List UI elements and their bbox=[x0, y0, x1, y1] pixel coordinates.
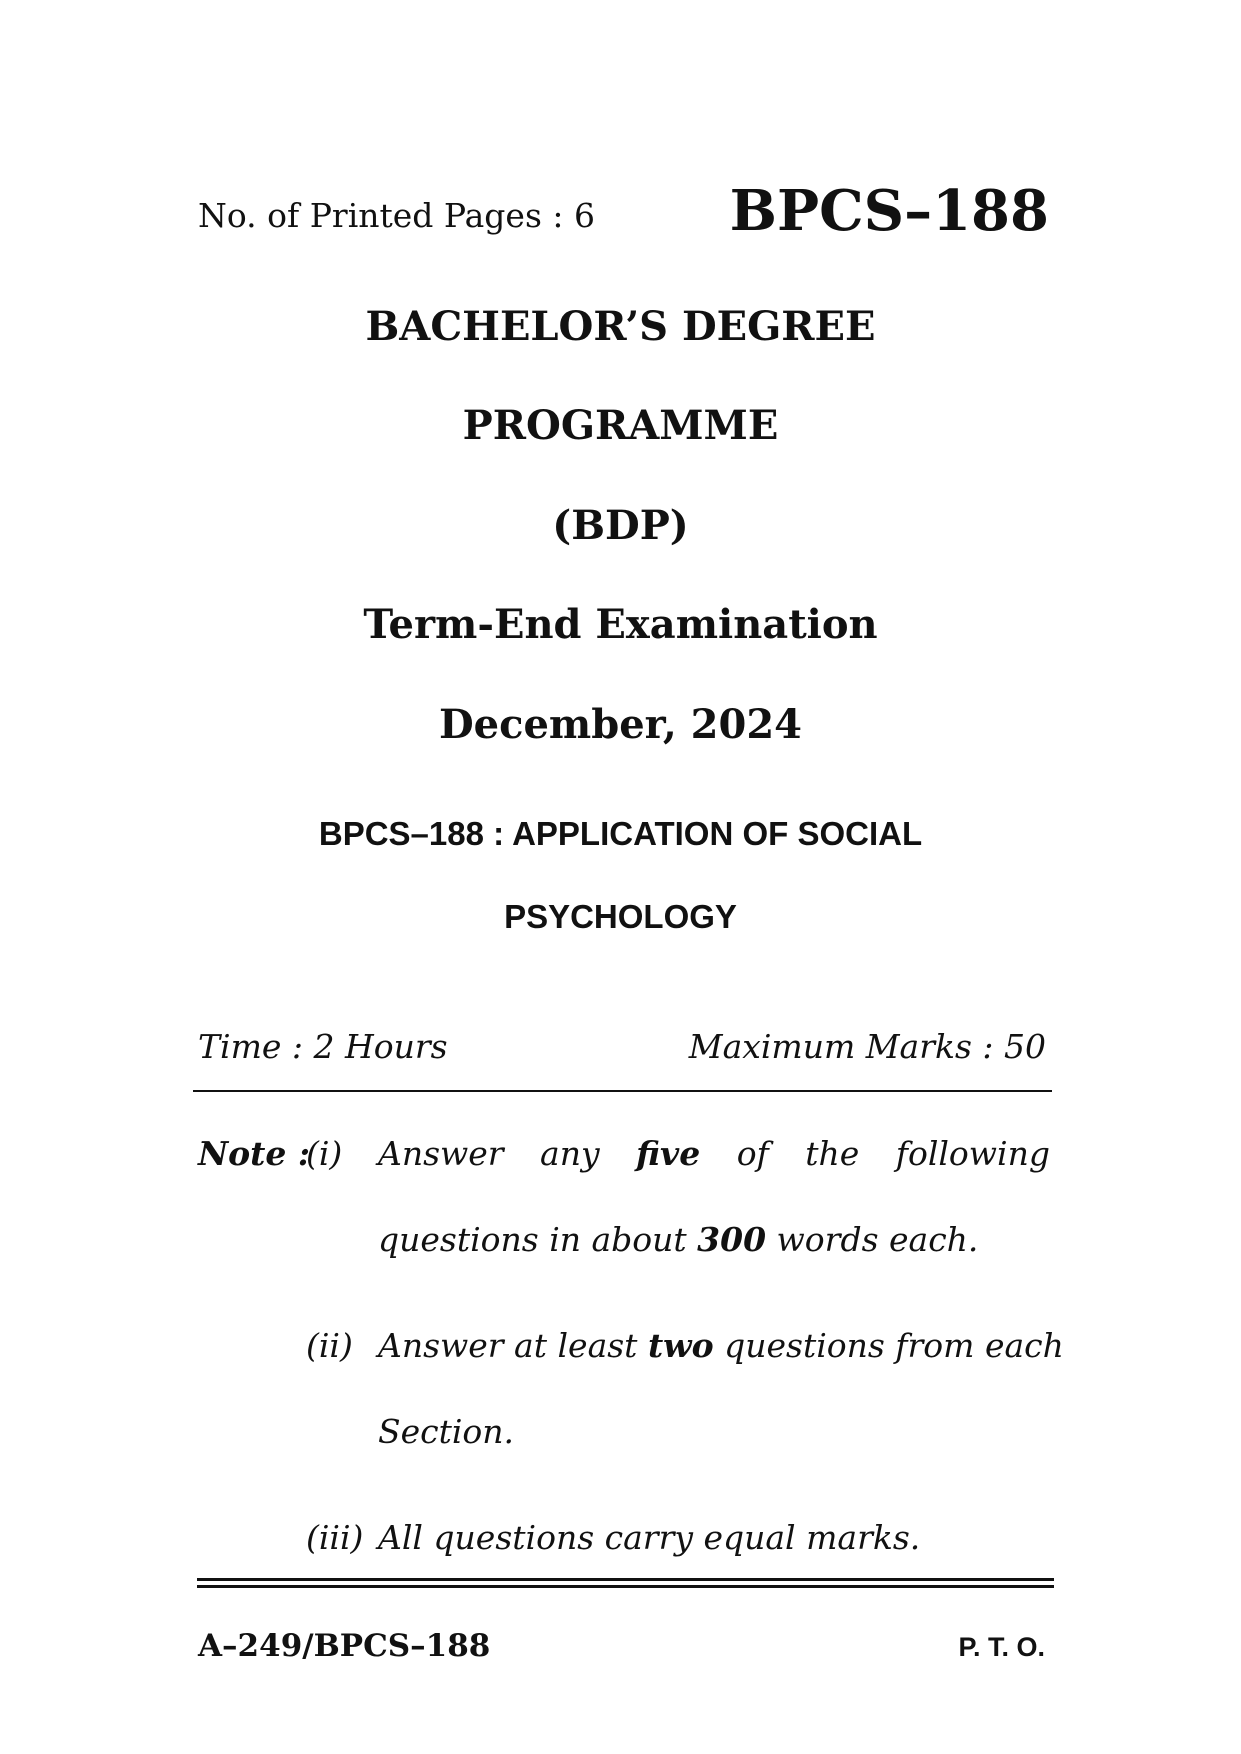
printed-pages-count: No. of Printed Pages : 6 bbox=[198, 196, 595, 235]
maximum-marks: Maximum Marks : 50 bbox=[688, 1027, 1046, 1066]
note-number-emphasis: 300 bbox=[697, 1220, 767, 1259]
exam-name: Term-End Examination bbox=[363, 601, 878, 648]
note-word: following bbox=[895, 1134, 1050, 1173]
exam-date: December, 2024 bbox=[438, 701, 803, 748]
note-item-1-line1 bbox=[378, 1134, 1050, 1173]
note-item-2-line1 bbox=[378, 1326, 1064, 1365]
note-text-segment: questions in about bbox=[378, 1220, 698, 1259]
course-code-header: BPCS–188 bbox=[729, 178, 1049, 244]
note-text-segment: questions from each bbox=[713, 1326, 1064, 1365]
note-item-2-line2: Section. bbox=[378, 1412, 515, 1451]
subject-title-line1: BPCS–188 : APPLICATION OF SOCIAL bbox=[318, 815, 923, 852]
note-item-1-line2 bbox=[378, 1220, 978, 1259]
note-item-3-number: (iii) bbox=[306, 1518, 364, 1557]
footer-divider-top bbox=[197, 1578, 1054, 1581]
footer-paper-code: A–249/BPCS–188 bbox=[198, 1628, 491, 1664]
note-item-1-number: (i) bbox=[306, 1134, 343, 1173]
title-programme: PROGRAMME bbox=[462, 402, 779, 449]
title-degree: BACHELOR’S DEGREE bbox=[365, 303, 876, 350]
note-word: any bbox=[540, 1134, 600, 1173]
note-label: Note : bbox=[198, 1134, 311, 1173]
note-item-2-number: (ii) bbox=[306, 1326, 353, 1365]
note-word: of bbox=[736, 1134, 769, 1173]
exam-duration: Time : 2 Hours bbox=[198, 1027, 448, 1066]
note-word-emphasis: five bbox=[636, 1134, 701, 1173]
subject-title-line2: PSYCHOLOGY bbox=[504, 898, 737, 935]
note-word: the bbox=[805, 1134, 860, 1173]
footer-pto: P. T. O. bbox=[958, 1632, 1045, 1662]
divider-line bbox=[193, 1090, 1052, 1092]
note-text-segment: words each. bbox=[766, 1220, 979, 1259]
note-word: Answer bbox=[378, 1134, 504, 1173]
note-item-3-line1: All questions carry equal marks. bbox=[378, 1518, 921, 1557]
note-word-emphasis: two bbox=[647, 1326, 714, 1365]
note-text-segment: Answer at least bbox=[378, 1326, 648, 1365]
title-abbreviation: (BDP) bbox=[552, 502, 689, 549]
footer-divider-bottom bbox=[197, 1585, 1054, 1588]
